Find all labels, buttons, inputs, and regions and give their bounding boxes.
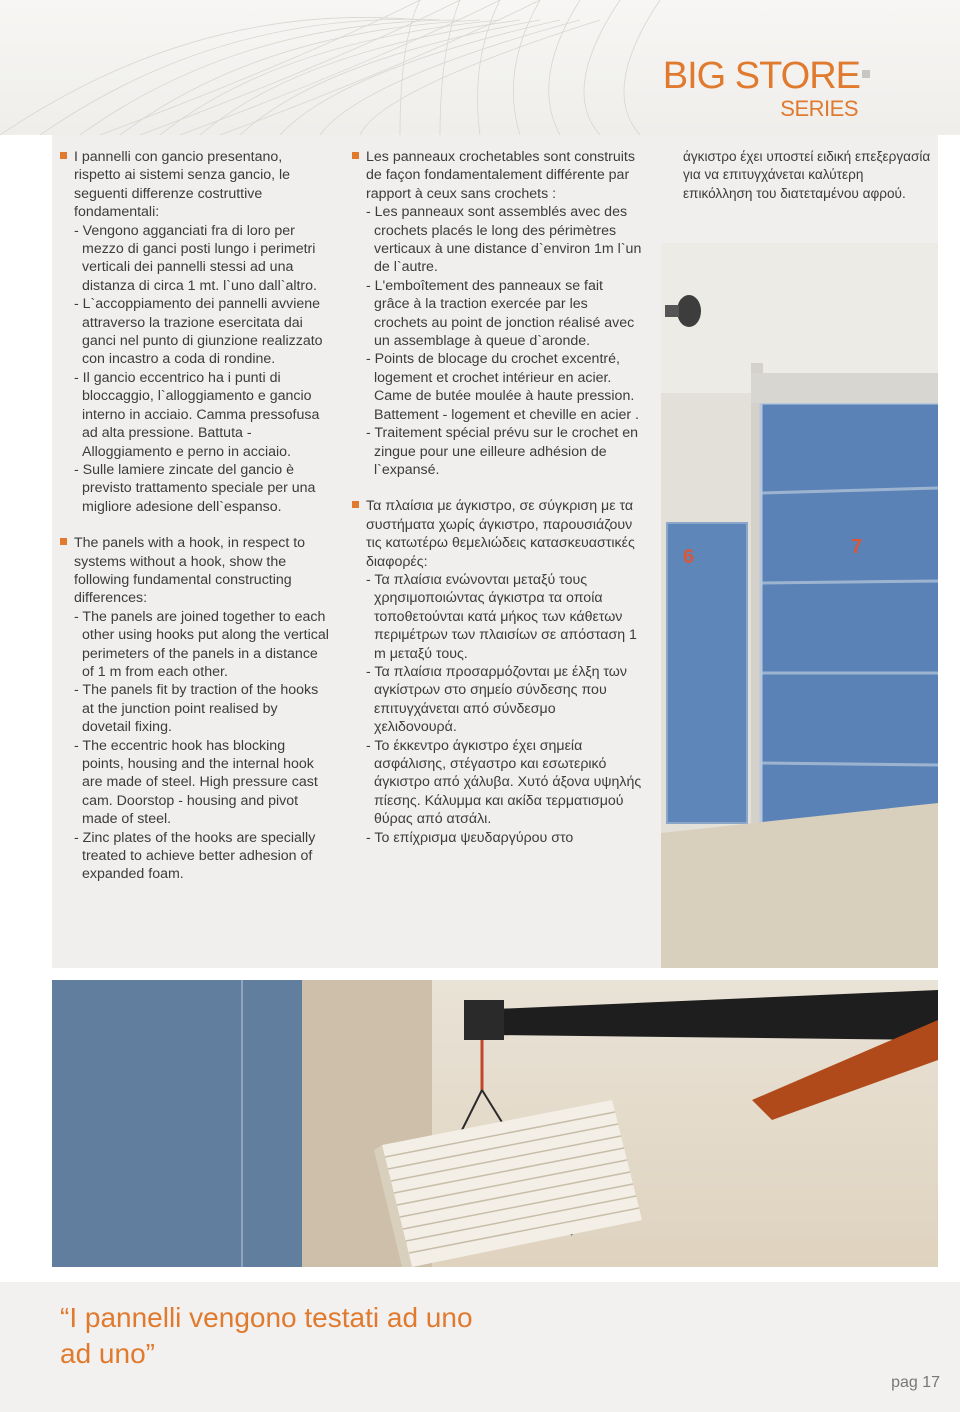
english-block [60,534,330,884]
block-intro: The panels with a hook, in respect to systems without a hook, show the following fundamental constructing differences: [74,535,306,607]
italian-block [60,148,330,516]
bullet-square-icon [352,501,359,508]
list-item: - L'emboîtement des panneaux se fait grâce à la traction exercée par les crochets au point de jonction réalisé avec un assemblage à queue d`aronde. [366,277,635,350]
brand-subtitle: SERIES [780,96,858,121]
list-item: - Το επίχρισμα ψευδαργύρου στο [366,829,574,846]
pull-quote: “I pannelli vengono testati ad uno ad uno” [60,1302,473,1369]
list-item: - Τα πλαίσια προσαρμόζονται με έλξη των αγκίστρων στο σημείο σύνδεσης που επιτυγχάνεται από σύνδεσμο χελιδονουρά. [366,663,627,736]
header-band [0,0,960,135]
greek-block [352,497,642,847]
block-intro: Τα πλαίσια με άγκιστρο, σε σύγκριση με τα συστήματα χωρίς άγκιστρο, παρουσιάζουν τις κατωτέρω θεμελιώδεις κατασκευαστικές διαφορές: [366,498,635,570]
list-item: - Il gancio eccentrico ha i punti di bloccaggio, l`alloggiamento e gancio interno in acciaio. Camma pressofusa ad alta pressione. Battuta - Alloggiamento e perno in acciaio. [74,369,320,460]
column-italian-english [60,148,330,902]
bullet-square-icon [352,152,359,159]
list-item: - Vengono agganciati fra di loro per mezzo di ganci posti lungo i perimetri verticali dei pannelli stessi ad una distanza di circa 1 mt. l`uno dall`altro. [74,222,317,294]
list-item: - Points de blocage du crochet excentré, logement et crochet intérieur en acier. Came de butée moulée à haute pression. Battement - logement et cheville en acier . [366,351,639,423]
list-item: - Το έκκεντρο άγκιστρο έχει σημεία ασφάλισης, στέγαστρο και εσωτερικό άγκιστρο από χάλυβα. Χυτό άξονα υψηλής πίεσης. Κάλυμμα και ακίδα τερματισμού θύρας από ατσάλι. [366,737,642,828]
door-number-right: 7 [851,536,863,558]
crane-lifting-panels-photo [52,980,938,1267]
block-intro: Les panneaux crochetables sont construits de façon fondamentalement différente par rapport à ceux sans crochets : [366,149,635,202]
list-item: - L`accoppiamento dei pannelli avviene attraverso la trazione esercitata dai ganci nel punto di giunzione realizzato con incastro a coda di rondine. [74,296,323,368]
french-block [352,148,642,479]
page-number: pag 17 [891,1374,940,1391]
bullet-square-icon [60,538,67,545]
column-greek-continued [683,148,933,203]
brand-title: BIG STORE [662,55,860,97]
greek-continuation-text: άγκιστρο έχει υποστεί ειδική επεξεργασία για να επιτυγχάνεται καλύτερη επικόλληση του διατεταμένου αφρού. [683,149,931,201]
block-intro: I pannelli con gancio presentano, rispetto ai sistemi senza gancio, le seguenti differenze costruttive fondamentali: [74,149,291,221]
list-item: - Les panneaux sont assemblés avec des crochets placés le long des périmètres verticaux à une distance d`environ 1m l`un de l`autre. [366,204,642,276]
list-item: - Traitement spécial prévu sur le crochet en zingue pour une eilleure adhésion de l`expansé. [366,425,639,478]
title-square-icon [862,70,870,78]
list-item: - Sulle lamiere zincate del gancio è previsto trattamento speciale per una migliore adesione dell`espanso. [74,461,316,515]
list-item: - The panels fit by traction of the hooks at the junction point realised by dovetail fixing. [74,682,319,736]
bullet-square-icon [60,152,67,159]
list-item: - The eccentric hook has blocking points, housing and the internal hook are made of steel. High pressure cast cam. Doorstop - housing and pivot made of steel. [74,737,318,828]
list-item: - Zinc plates of the hooks are specially treated to achieve better adhesion of expanded foam. [74,829,316,883]
door-number-left: 6 [683,546,695,568]
list-item: - Τα πλαίσια ενώνονται μεταξύ τους χρησιμοποιώντας άγκιστρα τα οποία τοποθετούνται κατά μήκος των κάθετων περιμέτρων των πλαισίων σε απόσταση 1 m μεταξύ τους. [366,571,637,662]
column-french-greek [352,148,642,865]
cold-room-door-photo [661,243,938,968]
decorative-net-graphic [0,0,660,135]
list-item: - The panels are joined together to each other using hooks put along the vertical perimeters of the panels in a distance of 1 m from each other. [74,608,329,680]
